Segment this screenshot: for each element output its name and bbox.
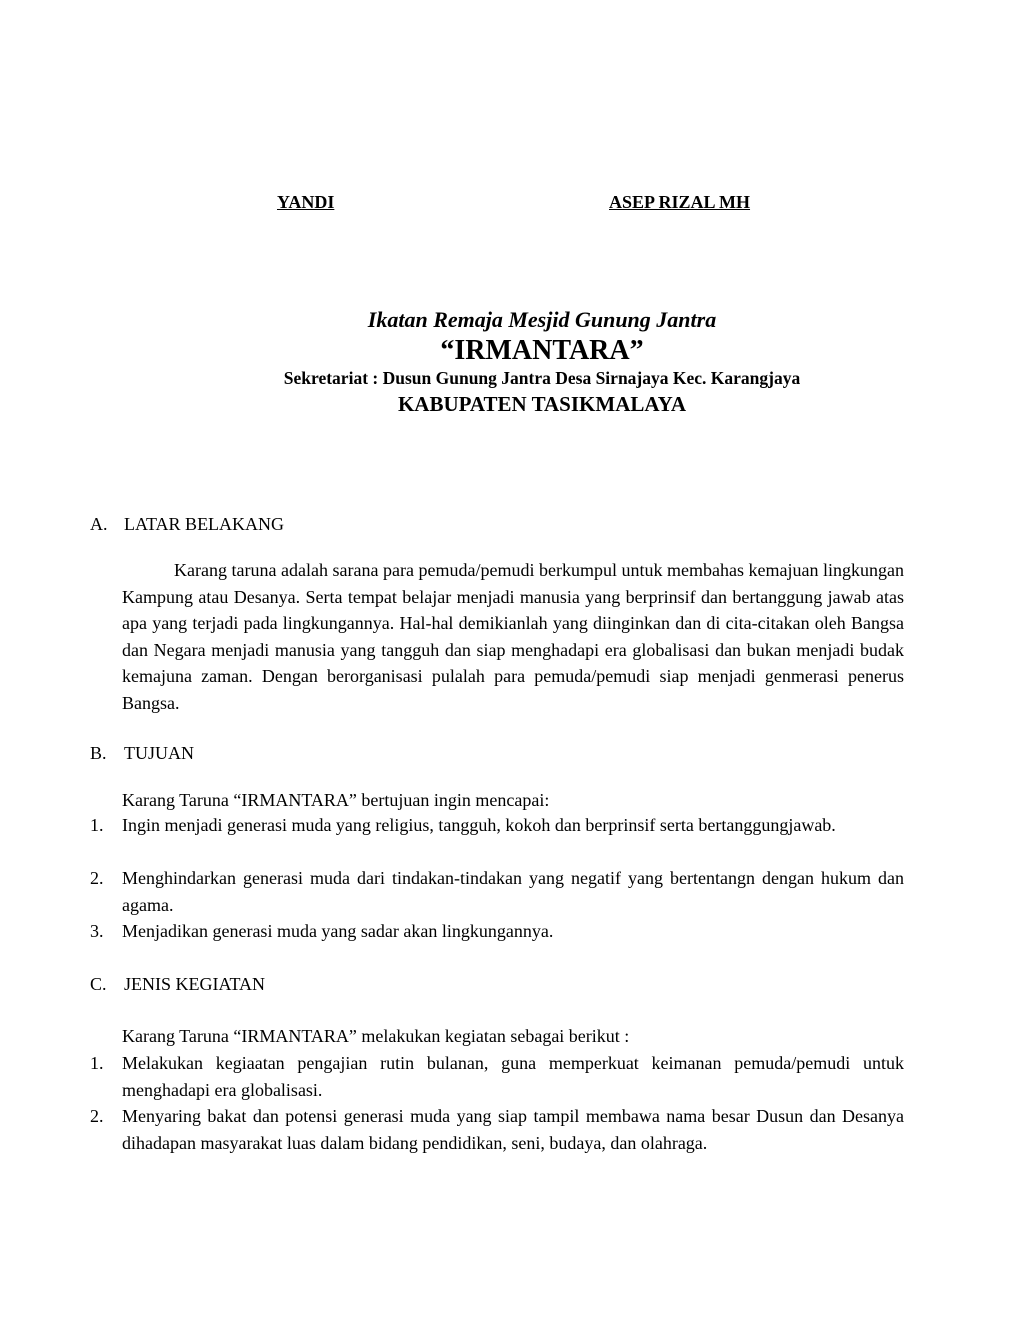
list-item-text: Menyaring bakat dan potensi generasi muda yang siap tampil membawa nama besar Dusun dan Desanya dihadapan masyarakat luas dalam bidang pendidikan, seni, budaya, dan olahraga. [122, 1106, 904, 1153]
secretariat-address: Sekretariat : Dusun Gunung Jantra Desa Sirnajaya Kec. Karangjaya [283, 368, 801, 388]
section-b-letter: B. [90, 743, 107, 763]
list-item [90, 1050, 904, 1103]
section-b-intro: Karang Taruna “IRMANTARA” bertujuan ingin mencapai: [122, 790, 550, 810]
list-item-number: 1. [90, 815, 104, 835]
section-c-letter: C. [90, 974, 107, 994]
section-c-heading [90, 972, 265, 996]
section-c-intro: Karang Taruna “IRMANTARA” melakukan kegiatan sebagai berikut : [122, 1026, 630, 1046]
organization-acronym: “IRMANTARA” [440, 335, 644, 366]
section-b-title: TUJUAN [124, 743, 194, 763]
list-item-number: 2. [90, 868, 104, 888]
list-item [90, 812, 904, 839]
list-item-number: 2. [90, 1106, 104, 1126]
regency-title: KABUPATEN TASIKMALAYA [397, 392, 687, 416]
signature-name-left: YANDI [277, 192, 335, 212]
list-item [90, 918, 904, 945]
section-a-paragraph-text: Karang taruna adalah sarana para pemuda/pemudi berkumpul untuk membahas kemajuan lingkungan Kampung atau Desanya. Serta tempat belajar menjadi manusia yang berprinsif dan bertanggung jawab atas apa yang terjadi pada lingkungannya. Hal-hal demikianlah yang diinginkan dan di cita-citakan oleh Bangsa dan Negara menjadi manusia yang tangguh dan siap menghadapi era globalisasi dan bukan menjadi budak kemajuna zaman. Dengan berorganisasi pulalah para pemuda/pemudi siap menjadi genmerasi penerus Bangsa. [122, 560, 904, 713]
list-item-number: 1. [90, 1053, 104, 1073]
section-b-heading [90, 741, 194, 765]
list-item-text: Menjadikan generasi muda yang sadar akan lingkungannya. [122, 921, 554, 941]
section-a-letter: A. [90, 514, 108, 534]
list-item-text: Melakukan kegiaatan pengajian rutin bulanan, guna memperkuat keimanan pemuda/pemudi untuk menghadapi era globalisasi. [122, 1053, 904, 1100]
list-item-text: Ingin menjadi generasi muda yang religius, tangguh, kokoh dan berprinsif serta bertanggungjawab. [122, 815, 836, 835]
section-a-heading [90, 512, 284, 536]
list-item-number: 3. [90, 921, 104, 941]
section-a-title: LATAR BELAKANG [124, 514, 285, 534]
list-item-text: Menghindarkan generasi muda dari tindakan-tindakan yang negatif yang bertentangn dengan hukum dan agama. [122, 868, 904, 915]
list-item [90, 865, 904, 918]
section-a-paragraph [122, 557, 904, 716]
section-c-title: JENIS KEGIATAN [124, 974, 266, 994]
organization-name: Ikatan Remaja Mesjid Gunung Jantra [367, 307, 717, 332]
signature-name-right: ASEP RIZAL MH [609, 192, 751, 212]
list-item [90, 1103, 904, 1156]
